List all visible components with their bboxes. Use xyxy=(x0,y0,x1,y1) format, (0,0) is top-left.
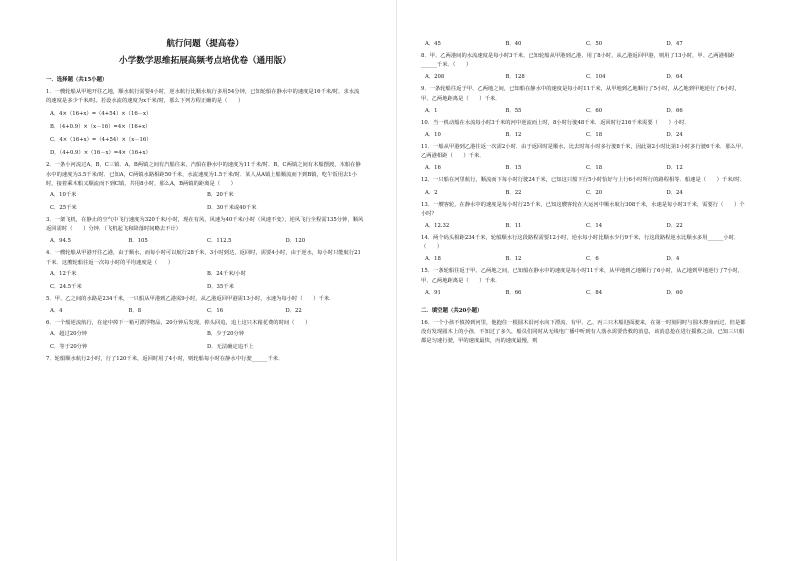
option-c: C．4×（16+x）=（4+54）×（x－16） xyxy=(50,137,152,144)
question-8 xyxy=(421,52,747,70)
question-1 xyxy=(46,88,364,106)
option-c: C．18 xyxy=(586,165,603,172)
option-b: B．8 xyxy=(128,308,142,315)
option-a: A．4×（16+x）=（4+54）×（16－x） xyxy=(50,111,152,118)
question-12-options xyxy=(421,189,747,198)
option-c: C．20 xyxy=(586,189,603,196)
question-11-options xyxy=(421,164,747,173)
question-6-options xyxy=(46,330,364,352)
question-1-options xyxy=(46,110,364,158)
option-d: D．22 xyxy=(666,223,683,230)
question-text: 5．甲、乙之间的水路是234千米，一只船从甲港到乙港需9小时，从乙港返回甲港需13小时，水速为每小时（ ）千米． xyxy=(46,295,335,302)
right-column xyxy=(421,40,747,346)
option-d: D．64 xyxy=(666,74,683,81)
option-c: C．14 xyxy=(586,223,603,230)
option-b: B．12 xyxy=(505,256,522,263)
left-column xyxy=(46,40,364,364)
question-11 xyxy=(421,143,747,161)
option-d: D．12 xyxy=(666,165,683,172)
right-page xyxy=(397,0,794,561)
option-a: A．16 xyxy=(425,165,441,172)
question-text: 6．一个船逆流航行，在途中掉下一箱可漂浮物品，20分钟后发现，掉头回追，追上这只木箱花费的时间（ ） xyxy=(46,320,311,327)
option-d: D．（4+0.9）×（16－x）=4×（16+x） xyxy=(50,150,151,157)
option-d: D．66 xyxy=(666,107,683,114)
question-text: 12．一只船在河里航行，顺流而下每小时行驶24千米，已知这只船下行5小时恰好与上行6小时所行的路程相等．船速是（ ）千米/时． xyxy=(421,177,745,184)
question-text: 14．两个码头相距234千米，轮船顺水行这段路程需要12小时，逆水每小时比顺水少行9千米，行这段路程逆水比顺水多用______小时．（ ） xyxy=(421,235,740,251)
section-heading-choice: 一．选择题（共15小题） xyxy=(46,77,108,83)
question-13 xyxy=(421,201,747,219)
option-a: A．10千米 xyxy=(50,192,77,199)
option-b: B．15 xyxy=(505,165,522,172)
option-d: D．35千米 xyxy=(207,283,234,290)
question-4 xyxy=(46,249,364,267)
option-c: C．18 xyxy=(586,132,603,139)
question-text: 15．一条轮船往返于甲、乙两地之间，已知船在静水中的速度是每小时11千米，从甲地到乙地顺行了6小时，从乙地到甲地逆行了7小时，甲、乙两地距离是（ ）千米． xyxy=(421,268,744,284)
option-b: B．66 xyxy=(505,289,522,296)
option-c: C．25千米 xyxy=(50,205,77,212)
question-13-options xyxy=(421,222,747,231)
option-d: D．120 xyxy=(285,238,306,245)
question-5-options xyxy=(46,307,364,316)
question-text: 11．一船从甲港到乙港往返一次需2小时．由于返回时是顺水，比去时每小时多行驶8千米，因此第2小时比第1小时多行驶6千米．那么甲、乙两港相距（ ）千米． xyxy=(421,144,747,160)
question-15 xyxy=(421,267,747,285)
option-d: D．4 xyxy=(666,256,680,263)
option-a: A．45 xyxy=(425,41,441,47)
option-c: C．60 xyxy=(586,107,603,114)
option-a: A．超过20分钟 xyxy=(50,331,88,338)
option-d: D．无法确定追不上 xyxy=(207,344,254,351)
question-text: 4．一艘轮船从甲港开往乙港，由于顺水，而每小时可以航行28千米，3小时到达，返回时，需要4小时，由于逆水，每小时只能航行21千米．这艘轮船往返一次每小时的平均速度是（ ） xyxy=(46,250,361,266)
option-b: B．12 xyxy=(505,132,522,139)
question-2-options xyxy=(46,191,364,213)
question-7 xyxy=(46,355,364,364)
option-c: C．6 xyxy=(586,256,599,263)
option-a: A．18 xyxy=(425,256,441,263)
question-5 xyxy=(46,295,364,304)
option-b: B．20千米 xyxy=(207,192,234,199)
question-3-options xyxy=(46,237,364,246)
option-c: C．84 xyxy=(586,289,603,296)
question-12 xyxy=(421,176,747,185)
section-heading-fill: 二．填空题（共20小题） xyxy=(421,307,483,314)
option-b: B．22 xyxy=(505,189,522,196)
option-c: C．16 xyxy=(207,308,224,315)
question-7-options xyxy=(421,40,747,49)
paper-title: 航行问题（提高卷） xyxy=(166,39,244,49)
question-14 xyxy=(421,234,747,252)
option-c: C．24.5千米 xyxy=(50,283,82,290)
question-16 xyxy=(421,319,747,347)
question-10 xyxy=(421,119,747,128)
option-d: D．24 xyxy=(666,189,683,196)
question-2 xyxy=(46,161,364,189)
option-c: C．50 xyxy=(586,41,603,47)
option-d: D．30千米或40千米 xyxy=(207,205,257,212)
option-a: A．4 xyxy=(50,308,63,315)
question-14-options xyxy=(421,255,747,264)
question-text: 9．一条轮船往返于甲、乙两地之间，已知船在静水中的速度是每小时11千米，从甲地到乙地顺行了5小时，从乙地到甲地逆行了6小时，甲、乙两地距离是（ ）千米． xyxy=(421,86,740,102)
option-d: D．24 xyxy=(666,132,683,139)
question-text: 3．一架飞机，在静止的空气中飞行速度为320千米/小时，现在有风，风速为40千米/小时（风速不变），逆风飞行全程需135分钟，顺风返回需时（ ）分钟．（飞机起飞和降落时间略去不计） xyxy=(46,217,364,233)
option-b: B．11 xyxy=(505,223,522,230)
option-a: A．10 xyxy=(425,132,441,139)
paper-subtitle: 小学数学思维拓展高频考点培优卷（通用版） xyxy=(119,56,291,66)
question-6 xyxy=(46,319,364,328)
question-text: 13．一艘客轮，在静水中的速度是每小时行25千米，已知这艘客轮在大运河中顺水航行308千米，水速是每小时3千米，需要行（ ）个小时？ xyxy=(421,201,745,217)
question-3 xyxy=(46,216,364,234)
question-text: 16．一个小孩不慎掉到河里，他抱住一根圆木沿河水向下漂流．有甲、乙、丙三只木船迎面驶来，在第一时刻同时与圆木擦身而过，但是都没有发现圆木上的小孩．不知过了多久，船员们同时从无线电广播中听到有人落水需要营救的消息，该消息抢在进行援救之前，已知三只船都是匀速行驶，甲的速度最快，丙的速度最慢，则 xyxy=(421,319,746,345)
question-text: 1．一艘轮船从甲地开往乙地，顺水航行需要4小时，逆水航行比顺水航行多用54分钟，已知轮船在静水中的速度是16千米/时，求水流的速度是多少千米/时。若设水流的速度为x千米/时，那么下列方程正确的是（ ） xyxy=(46,89,360,105)
option-d: D．22 xyxy=(285,308,302,315)
option-d: D．60 xyxy=(666,289,683,296)
option-a: A．1 xyxy=(425,107,438,114)
option-a: A．2 xyxy=(425,189,438,196)
option-b: B．40 xyxy=(505,41,522,47)
option-c: C．104 xyxy=(586,74,606,81)
option-c: C．112.5 xyxy=(207,238,232,245)
question-text: 8．甲、乙两港间的水流速度是每小时3千米，已知轮船从甲港到乙港，用了8小时，从乙港返回甲港，则用了13小时，甲、乙两港相距______千米．（ ） xyxy=(421,53,735,69)
option-a: A．12.32 xyxy=(425,223,450,230)
option-b: B．24千米/小时 xyxy=(207,270,246,277)
question-15-options xyxy=(421,289,747,298)
question-9 xyxy=(421,85,747,103)
option-d: D．47 xyxy=(666,41,683,47)
question-4-options xyxy=(46,270,364,292)
option-a: A．208 xyxy=(425,74,445,81)
option-b: B．少于20分钟 xyxy=(207,331,245,338)
question-8-options xyxy=(421,73,747,82)
option-a: A．12千米 xyxy=(50,270,77,277)
option-a: A．91 xyxy=(425,289,441,296)
question-text: 2．一条小河流过A，B，C三镇．A，B两镇之间有汽船往来，汽船在静水中的速度为11千米/时．B，C两镇之间有木船摆渡，木船在静水中的速度为3.5千米/时．已知A，C两镇水路相距50千米，水流速度为1.5千米/时．某人从A镇上船顺流而下到B镇，吃午饭用去1小时，接着乘木船又顺流而下到C镇，共用8小时，那么A，B两镇的距离是（ ） xyxy=(46,162,361,187)
option-b: B．105 xyxy=(128,238,148,245)
option-b: B．128 xyxy=(505,74,525,81)
option-a: A．94.5 xyxy=(50,238,71,245)
option-b: B．55 xyxy=(505,107,522,114)
question-text: 7．轮船顺水航行2小时，行了120千米，返回时用了4小时，则轮船每小时在静水中行驶______千米． xyxy=(46,356,284,363)
question-10-options xyxy=(421,131,747,140)
option-c: C．等于20分钟 xyxy=(50,344,88,351)
question-9-options xyxy=(421,107,747,116)
option-b: B．（4+0.9）×（x－16）=4×（16+x） xyxy=(50,124,151,131)
question-text: 10．当一机动船在水流每小时3千米的河中逆流而上时，8小时行驶48千米．返回时行216千米需要（ ）小时． xyxy=(421,119,690,126)
